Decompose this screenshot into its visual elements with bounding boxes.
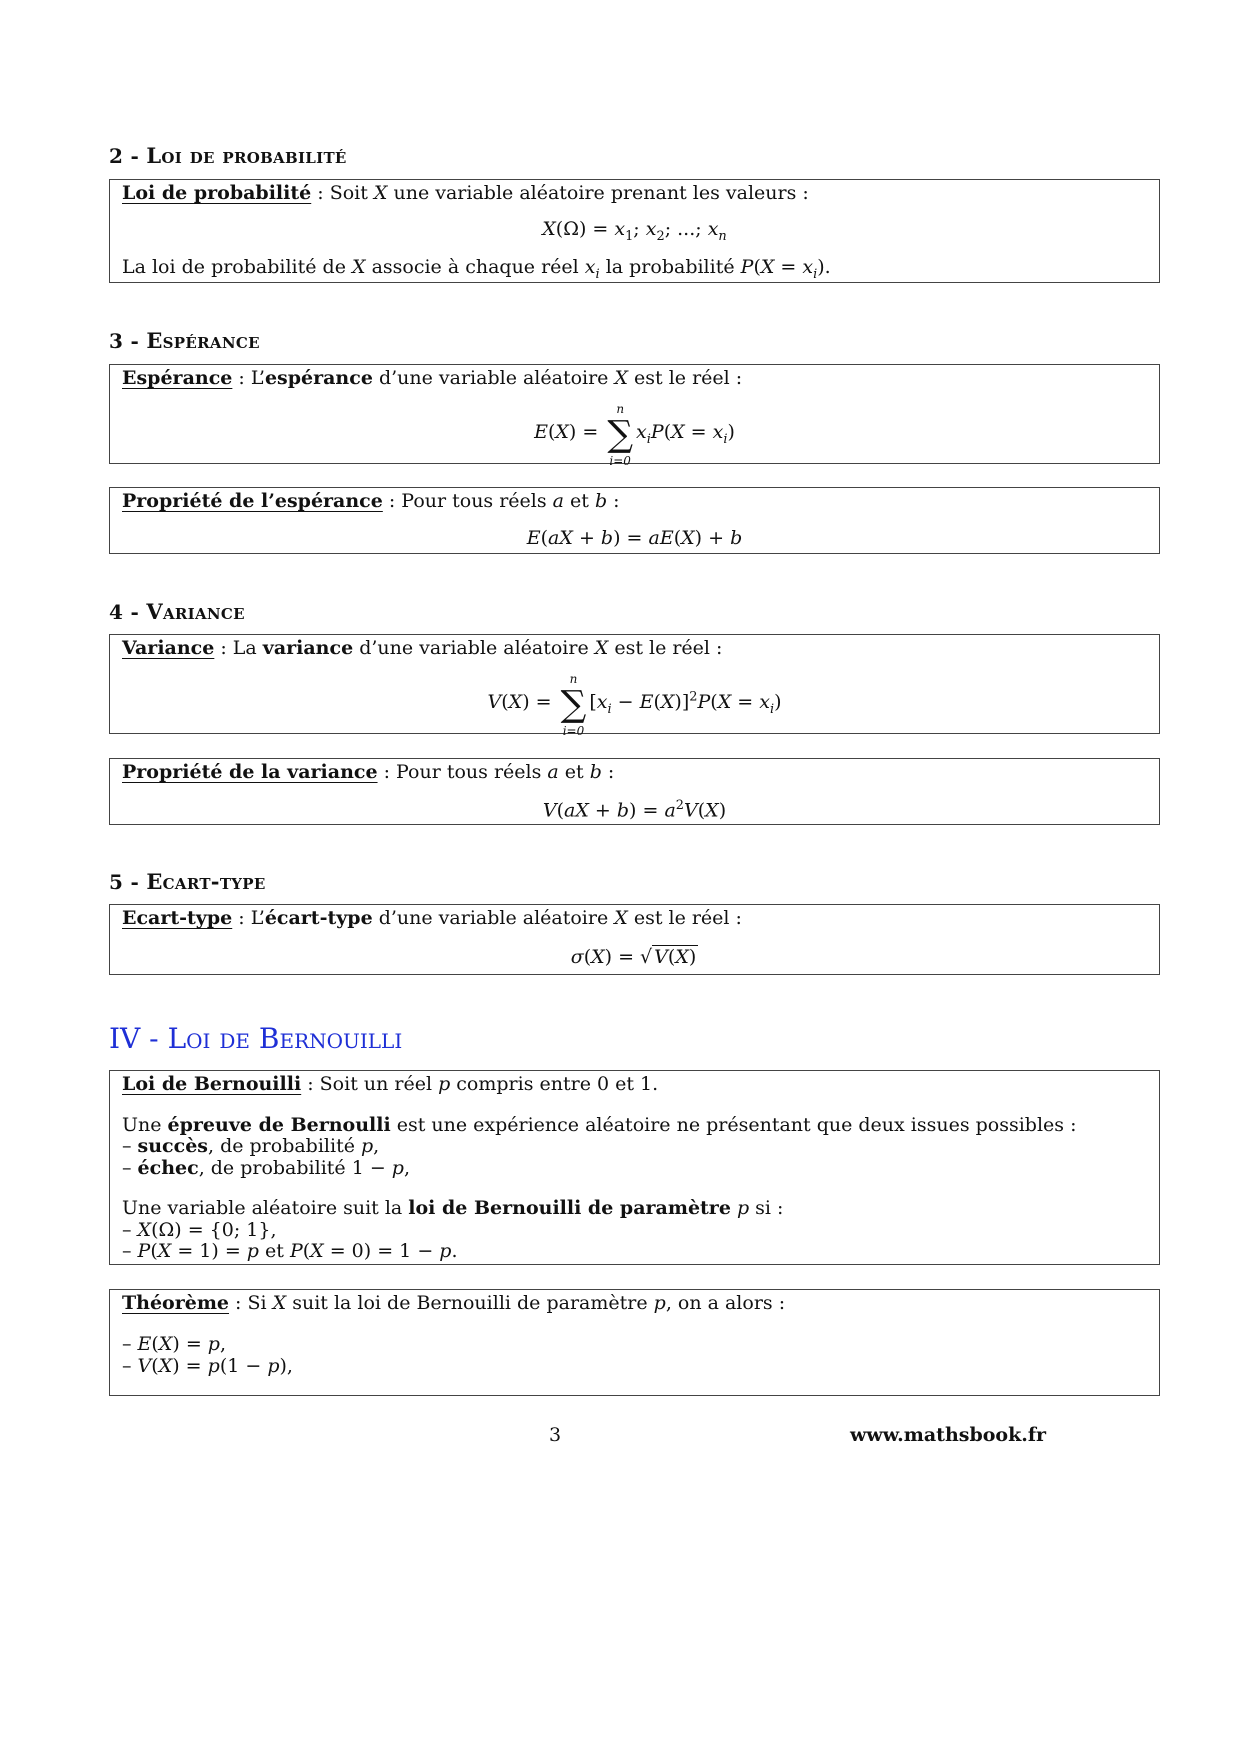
text: la probabilité — [599, 256, 741, 278]
definition-intro: Loi de Bernouilli : Soit un réel p compris entre 0 et 1. — [122, 1073, 659, 1095]
section-number: 4 - — [109, 600, 140, 624]
text: : Si — [229, 1292, 273, 1314]
text: est le réel : — [608, 637, 723, 659]
list-item-expectation: – E(X) = p, — [122, 1333, 227, 1355]
definition-label: Ecart-type — [122, 907, 233, 929]
page-number: 3 — [549, 1424, 562, 1446]
theorem-label: Théorème — [122, 1292, 230, 1314]
math-var: X — [373, 182, 388, 204]
text: : Pour tous réels — [382, 490, 553, 512]
formula-values: $X(\Omega) = x_1$; $x_2$; ...; $x_n$ — [542, 218, 727, 244]
text: est une expérience aléatoire ne présentant que deux issues possibles : — [390, 1114, 1077, 1136]
text: d’une variable aléatoire — [372, 907, 615, 929]
text: est le réel : — [628, 367, 743, 389]
section-heading-esperance — [109, 328, 260, 353]
text: , de probabilité 1 − — [198, 1157, 392, 1179]
text: d’une variable aléatoire — [372, 367, 615, 389]
text: La loi de probabilité de — [122, 256, 352, 278]
list-item-probabilities: – P(X = 1) = p et P(X = 0) = 1 − p. — [122, 1240, 458, 1262]
text: : Pour tous réels — [377, 761, 548, 783]
bold-term: échec — [137, 1157, 199, 1179]
text: , de probabilité — [207, 1135, 361, 1157]
text: si : — [749, 1197, 784, 1219]
bold-term: écart-type — [264, 907, 373, 929]
definition-intro — [122, 182, 809, 204]
definition-box-esperance — [109, 364, 1160, 468]
definition-label: Variance — [122, 637, 215, 659]
section-number: 3 - — [109, 329, 140, 353]
formula-esperance: E(X) = ∑ n i=0 $x_iP(X = x_i)$ — [534, 402, 735, 468]
list-item-succes: – succès, de probabilité p, — [122, 1135, 380, 1157]
definition-text: La loi de probabilité de X associe à chaque réel $x_i$ la probabilité $P(X = x_i)$. — [122, 256, 831, 282]
bold-term: succès — [137, 1135, 208, 1157]
text: compris entre 0 et 1. — [450, 1073, 659, 1095]
text: et — [258, 1240, 290, 1262]
list-item-support: – X(Ω) = {0; 1}, — [122, 1219, 277, 1241]
definition-box-bernouilli — [109, 1070, 1160, 1265]
law-line: Une variable aléatoire suit la loi de Bernouilli de paramètre p si : — [122, 1197, 784, 1219]
definition-box-variance — [109, 634, 1160, 738]
document-page — [109, 0, 1162, 1754]
section-title: Loi de probabilité — [146, 143, 347, 168]
text: , on a alors : — [665, 1292, 786, 1314]
epreuve-line — [122, 1114, 1076, 1136]
theorem-box-bernouilli — [109, 1289, 1160, 1396]
section-heading-loi — [109, 143, 347, 168]
property-intro: Propriété de la variance : Pour tous réels a et b : — [122, 761, 615, 783]
section-heading-ecart-type — [109, 869, 266, 894]
text: : Soit — [311, 182, 374, 204]
text: Une variable aléatoire suit la — [122, 1197, 409, 1219]
definition-intro: Variance : La variance d’une variable aléatoire X est le réel : — [122, 637, 723, 659]
text: une variable aléatoire prenant les valeurs : — [387, 182, 809, 204]
property-label: Propriété de l’espérance — [122, 490, 383, 512]
text: : La — [214, 637, 263, 659]
property-intro: Propriété de l’espérance : Pour tous réels a et b : — [122, 490, 620, 512]
site-url[interactable]: www.mathsbook.fr — [850, 1424, 1047, 1446]
property-box-esperance — [109, 487, 1160, 554]
text: et — [558, 761, 590, 783]
definition-box-ecart-type — [109, 904, 1160, 975]
formula-variance-property: $V(aX + b) = a^2V(X)$ — [542, 798, 727, 822]
text: est le réel : — [627, 907, 742, 929]
chapter-heading-bernouilli — [109, 1022, 402, 1055]
formula-ecart-type: σ(X) = √ V(X) — [570, 946, 697, 968]
section-title: Variance — [146, 599, 245, 624]
text: Une — [122, 1114, 168, 1136]
bold-term: loi de Bernouilli de paramètre — [408, 1197, 731, 1219]
section-number: IV - — [109, 1022, 159, 1055]
definition-label: Espérance — [122, 367, 233, 389]
section-number: 5 - — [109, 870, 140, 894]
theorem-intro: Théorème : Si X suit la loi de Bernouilli de paramètre p, on a alors : — [122, 1292, 786, 1314]
property-label: Propriété de la variance — [122, 761, 378, 783]
section-title: Espérance — [146, 328, 260, 353]
text: : Soit un réel — [301, 1073, 439, 1095]
section-title: Loi de Bernouilli — [167, 1022, 403, 1055]
text: associe à chaque réel — [365, 256, 585, 278]
list-item-variance: – V(X) = p(1 − p), — [122, 1355, 293, 1377]
section-number: 2 - — [109, 144, 140, 168]
formula-variance: V(X) = ∑ n i=0 $[x_i - E(X)]^2P(X = x_i)$ — [487, 672, 782, 738]
text: : L’ — [232, 367, 265, 389]
list-item-echec: – échec, de probabilité 1 − p, — [122, 1157, 411, 1179]
text: suit la loi de Bernouilli de paramètre — [286, 1292, 654, 1314]
formula-esperance-property: E(aX + b) = aE(X) + b — [526, 527, 743, 549]
definition-label: Loi de probabilité — [122, 182, 312, 204]
section-title: Ecart-type — [146, 869, 266, 894]
text: et — [564, 490, 595, 512]
definition-intro: Ecart-type : L’écart-type d’une variable aléatoire X est le réel : — [122, 907, 742, 929]
definition-intro: Espérance : L’espérance d’une variable aléatoire X est le réel : — [122, 367, 743, 389]
text: d’une variable aléatoire — [353, 637, 595, 659]
bold-term: espérance — [264, 367, 373, 389]
section-heading-variance — [109, 599, 245, 624]
bold-term: épreuve de Bernoulli — [167, 1114, 391, 1136]
definition-box-loi — [109, 179, 1160, 283]
text: : L’ — [232, 907, 265, 929]
property-box-variance — [109, 758, 1160, 825]
bold-term: variance — [262, 637, 354, 659]
definition-label: Loi de Bernouilli — [122, 1073, 302, 1095]
